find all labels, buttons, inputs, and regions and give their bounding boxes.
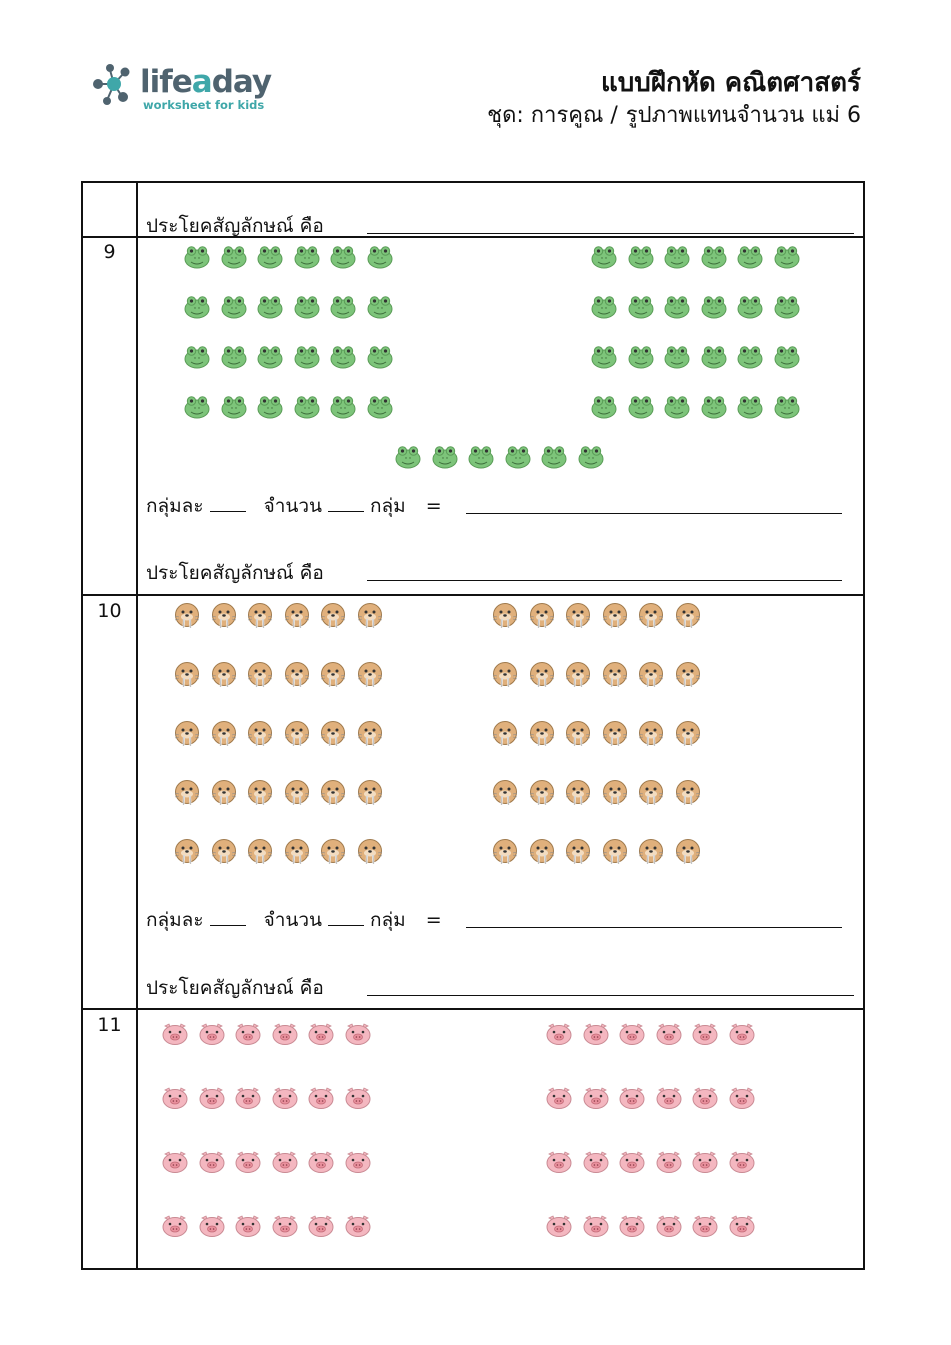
icon-row <box>590 342 810 372</box>
frog-face-icon <box>736 393 764 421</box>
frog-face-icon <box>293 243 321 271</box>
pig-face-icon <box>582 1148 610 1176</box>
row-divider <box>83 1008 863 1010</box>
frog-face-icon <box>256 243 284 271</box>
walrus-face-icon <box>283 661 311 689</box>
frog-face-icon <box>366 293 394 321</box>
frog-face-icon <box>590 293 618 321</box>
frog-face-icon <box>504 443 532 471</box>
count-label: จำนวน <box>263 495 323 517</box>
icon-row <box>173 660 393 690</box>
pig-face-icon <box>198 1212 226 1240</box>
pig-face-icon <box>655 1212 683 1240</box>
walrus-face-icon <box>283 779 311 807</box>
icon-row <box>491 601 711 631</box>
frog-face-icon <box>329 393 357 421</box>
symbol-sentence-label: ประโยคสัญลักษณ์ คือ <box>146 215 324 237</box>
pig-face-icon <box>344 1084 372 1112</box>
frog-face-icon <box>590 393 618 421</box>
frog-face-icon <box>329 293 357 321</box>
frog-face-icon <box>627 393 655 421</box>
pig-face-icon <box>161 1020 189 1048</box>
pig-face-icon <box>728 1148 756 1176</box>
frog-face-icon <box>700 393 728 421</box>
per-group-label: กลุ่มละ <box>146 909 204 931</box>
walrus-face-icon <box>601 720 629 748</box>
frog-face-icon <box>736 293 764 321</box>
walrus-face-icon <box>528 720 556 748</box>
walrus-face-icon <box>356 779 384 807</box>
icon-row <box>491 837 711 867</box>
pig-face-icon <box>728 1212 756 1240</box>
walrus-face-icon <box>210 602 238 630</box>
walrus-face-icon <box>319 838 347 866</box>
frog-face-icon <box>700 293 728 321</box>
walrus-face-icon <box>601 779 629 807</box>
pig-face-icon <box>545 1212 573 1240</box>
icon-row <box>183 342 403 372</box>
pig-face-icon <box>198 1020 226 1048</box>
walrus-face-icon <box>637 661 665 689</box>
pig-face-icon <box>307 1148 335 1176</box>
pig-face-icon <box>728 1020 756 1048</box>
walrus-face-icon <box>491 720 519 748</box>
problem-number: 9 <box>103 241 116 263</box>
walrus-face-icon <box>528 661 556 689</box>
pig-face-icon <box>618 1148 646 1176</box>
frog-face-icon <box>663 293 691 321</box>
groups-label: กลุ่ม <box>370 909 406 931</box>
frog-face-icon <box>700 343 728 371</box>
walrus-face-icon <box>173 720 201 748</box>
pig-face-icon <box>582 1020 610 1048</box>
molecule-logo-icon <box>90 62 136 108</box>
icon-row <box>173 601 393 631</box>
pig-face-icon <box>655 1020 683 1048</box>
walrus-face-icon <box>601 838 629 866</box>
answer-line[interactable] <box>466 927 842 928</box>
pig-face-icon <box>691 1084 719 1112</box>
walrus-face-icon <box>246 661 274 689</box>
walrus-face-icon <box>674 838 702 866</box>
icon-row <box>183 292 403 322</box>
walrus-face-icon <box>637 720 665 748</box>
pig-face-icon <box>655 1084 683 1112</box>
pig-face-icon <box>582 1212 610 1240</box>
frog-face-icon <box>700 243 728 271</box>
walrus-face-icon <box>319 602 347 630</box>
frog-face-icon <box>663 343 691 371</box>
problem-number: 10 <box>97 600 122 622</box>
walrus-face-icon <box>674 779 702 807</box>
frog-face-icon <box>540 443 568 471</box>
pig-face-icon <box>234 1020 262 1048</box>
worksheet-title: แบบฝึกหัด คณิตศาสตร์ <box>600 68 861 98</box>
pig-face-icon <box>271 1212 299 1240</box>
icon-row <box>491 719 711 749</box>
walrus-face-icon <box>674 720 702 748</box>
group-question <box>146 491 442 521</box>
problem-number: 11 <box>97 1014 122 1036</box>
icon-row <box>161 1083 381 1113</box>
pig-face-icon <box>271 1020 299 1048</box>
walrus-face-icon <box>674 661 702 689</box>
answer-line[interactable] <box>367 580 842 581</box>
walrus-face-icon <box>210 661 238 689</box>
pig-face-icon <box>344 1212 372 1240</box>
walrus-face-icon <box>356 661 384 689</box>
walrus-face-icon <box>491 779 519 807</box>
frog-face-icon <box>663 243 691 271</box>
pig-face-icon <box>618 1084 646 1112</box>
pig-face-icon <box>307 1084 335 1112</box>
per-group-blank[interactable] <box>210 511 246 512</box>
answer-line[interactable] <box>367 233 854 234</box>
worksheet-table <box>81 181 865 1270</box>
frog-face-icon <box>256 293 284 321</box>
walrus-face-icon <box>356 602 384 630</box>
walrus-face-icon <box>637 602 665 630</box>
frog-face-icon <box>183 293 211 321</box>
frog-face-icon <box>590 343 618 371</box>
frog-face-icon <box>220 243 248 271</box>
pig-face-icon <box>307 1212 335 1240</box>
frog-face-icon <box>467 443 495 471</box>
pig-face-icon <box>728 1084 756 1112</box>
walrus-face-icon <box>173 602 201 630</box>
walrus-face-icon <box>564 720 592 748</box>
frog-face-icon <box>220 343 248 371</box>
count-blank[interactable] <box>328 511 364 512</box>
walrus-face-icon <box>601 602 629 630</box>
walrus-face-icon <box>356 838 384 866</box>
frog-face-icon <box>293 293 321 321</box>
walrus-face-icon <box>564 602 592 630</box>
walrus-face-icon <box>246 602 274 630</box>
frog-face-icon <box>293 393 321 421</box>
pig-face-icon <box>545 1020 573 1048</box>
walrus-face-icon <box>528 838 556 866</box>
walrus-face-icon <box>283 720 311 748</box>
frog-face-icon <box>394 443 422 471</box>
pig-face-icon <box>271 1084 299 1112</box>
worksheet-subtitle <box>487 97 861 132</box>
icon-row <box>491 778 711 808</box>
frog-face-icon <box>773 293 801 321</box>
frog-face-icon <box>773 343 801 371</box>
per-group-blank[interactable] <box>210 925 246 926</box>
walrus-face-icon <box>637 779 665 807</box>
symbol-sentence-label: ประโยคสัญลักษณ์ คือ <box>146 977 324 999</box>
pig-face-icon <box>691 1020 719 1048</box>
walrus-face-icon <box>173 779 201 807</box>
brand-tagline: worksheet for kids <box>143 98 265 112</box>
icon-row <box>545 1083 765 1113</box>
walrus-face-icon <box>356 720 384 748</box>
frog-face-icon <box>773 393 801 421</box>
frog-face-icon <box>183 393 211 421</box>
frog-face-icon <box>736 243 764 271</box>
walrus-face-icon <box>637 838 665 866</box>
pig-face-icon <box>344 1020 372 1048</box>
walrus-face-icon <box>319 661 347 689</box>
series-label: ชุด: การคูณ / <box>487 103 618 128</box>
walrus-face-icon <box>491 602 519 630</box>
frog-face-icon <box>366 393 394 421</box>
equals-sign: = <box>425 495 442 517</box>
frog-face-icon <box>627 243 655 271</box>
walrus-face-icon <box>246 838 274 866</box>
walrus-face-icon <box>319 779 347 807</box>
walrus-face-icon <box>491 838 519 866</box>
number-column-divider <box>136 183 138 1268</box>
brand-name: lifeaday <box>140 64 272 100</box>
pig-face-icon <box>691 1148 719 1176</box>
walrus-face-icon <box>283 838 311 866</box>
pig-face-icon <box>198 1084 226 1112</box>
pig-face-icon <box>618 1212 646 1240</box>
icon-row <box>161 1019 381 1049</box>
pig-face-icon <box>545 1148 573 1176</box>
pig-face-icon <box>161 1084 189 1112</box>
equals-sign: = <box>425 909 442 931</box>
icon-row <box>590 392 810 422</box>
pig-face-icon <box>618 1020 646 1048</box>
frog-face-icon <box>256 343 284 371</box>
icon-row <box>590 242 810 272</box>
pig-face-icon <box>655 1148 683 1176</box>
icon-row <box>161 1147 381 1177</box>
pig-face-icon <box>691 1212 719 1240</box>
walrus-face-icon <box>210 838 238 866</box>
frog-face-icon <box>293 343 321 371</box>
icon-row <box>183 392 403 422</box>
frog-face-icon <box>183 243 211 271</box>
frog-face-icon <box>220 293 248 321</box>
icon-row <box>173 837 393 867</box>
frog-face-icon <box>220 393 248 421</box>
frog-face-icon <box>329 243 357 271</box>
pig-face-icon <box>582 1084 610 1112</box>
group-question <box>146 905 442 935</box>
groups-label: กลุ่ม <box>370 495 406 517</box>
frog-face-icon <box>627 343 655 371</box>
walrus-face-icon <box>319 720 347 748</box>
frog-face-icon <box>627 293 655 321</box>
icon-row <box>183 242 403 272</box>
pig-face-icon <box>198 1148 226 1176</box>
icon-row <box>173 778 393 808</box>
walrus-face-icon <box>246 720 274 748</box>
frog-face-icon <box>256 393 284 421</box>
frog-face-icon <box>366 343 394 371</box>
walrus-face-icon <box>528 602 556 630</box>
icon-row <box>394 442 614 472</box>
pig-face-icon <box>344 1148 372 1176</box>
walrus-face-icon <box>564 838 592 866</box>
frog-face-icon <box>431 443 459 471</box>
frog-face-icon <box>736 343 764 371</box>
walrus-face-icon <box>564 779 592 807</box>
answer-line[interactable] <box>466 513 842 514</box>
icon-row <box>545 1019 765 1049</box>
walrus-face-icon <box>210 720 238 748</box>
icon-row <box>173 719 393 749</box>
answer-line[interactable] <box>367 995 854 996</box>
icon-row <box>491 660 711 690</box>
pig-face-icon <box>161 1212 189 1240</box>
frog-face-icon <box>590 243 618 271</box>
brand-logo <box>90 62 290 116</box>
pig-face-icon <box>271 1148 299 1176</box>
frog-face-icon <box>183 343 211 371</box>
pig-face-icon <box>161 1148 189 1176</box>
walrus-face-icon <box>491 661 519 689</box>
walrus-face-icon <box>246 779 274 807</box>
frog-face-icon <box>577 443 605 471</box>
walrus-face-icon <box>173 838 201 866</box>
frog-face-icon <box>773 243 801 271</box>
topic-label: รูปภาพแทนจำนวน แม่ 6 <box>625 103 861 128</box>
pig-face-icon <box>307 1020 335 1048</box>
icon-row <box>161 1211 381 1241</box>
walrus-face-icon <box>173 661 201 689</box>
walrus-face-icon <box>564 661 592 689</box>
walrus-face-icon <box>528 779 556 807</box>
count-label: จำนวน <box>263 909 323 931</box>
icon-row <box>545 1211 765 1241</box>
walrus-face-icon <box>674 602 702 630</box>
row-divider <box>83 594 863 596</box>
symbol-sentence-label: ประโยคสัญลักษณ์ คือ <box>146 562 324 584</box>
pig-face-icon <box>234 1084 262 1112</box>
per-group-label: กลุ่มละ <box>146 495 204 517</box>
walrus-face-icon <box>210 779 238 807</box>
frog-face-icon <box>663 393 691 421</box>
icon-row <box>545 1147 765 1177</box>
icon-row <box>590 292 810 322</box>
walrus-face-icon <box>283 602 311 630</box>
frog-face-icon <box>366 243 394 271</box>
pig-face-icon <box>234 1148 262 1176</box>
walrus-face-icon <box>601 661 629 689</box>
pig-face-icon <box>234 1212 262 1240</box>
frog-face-icon <box>329 343 357 371</box>
pig-face-icon <box>545 1084 573 1112</box>
count-blank[interactable] <box>328 925 364 926</box>
